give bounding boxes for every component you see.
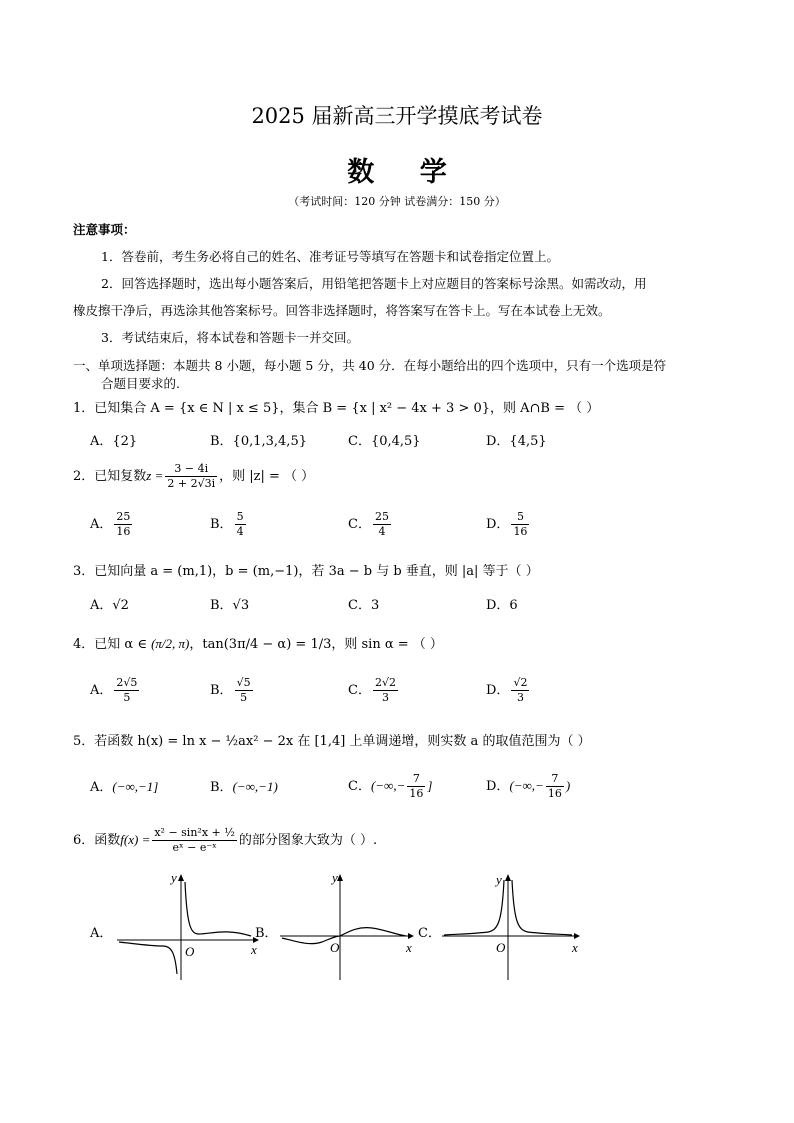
question-2-stem <box>73 462 314 491</box>
x-arrow-icon <box>408 933 414 939</box>
q1-option-c: C．{0,4,5} <box>348 434 421 449</box>
q6-frac-num: x² − sin²x + ½ <box>154 826 235 839</box>
q4-tan: ，tan(3π/4 − α) = 1/3，则 sin α = （ ） <box>189 637 443 652</box>
q3-option-c: C．3 <box>348 598 380 613</box>
q6-prefix: 6．函数 <box>73 833 121 848</box>
y-label: y <box>171 872 177 885</box>
q1-option-a: A．{2} <box>90 434 138 449</box>
question-1-stem: 1．已知集合 A = {x ∈ N | x ≤ 5}，集合 B = {x | x² − 4x + 3 > 0}，则 A∩B = （ ） <box>73 401 600 416</box>
exam-title: 2025 届新高三开学摸底考试卷 <box>251 104 543 128</box>
q6-option-b-label: B． <box>255 926 278 941</box>
q1-option-b: B．{0,1,3,4,5} <box>210 434 307 449</box>
q4-option-a: A． $\frac{2√5}{5}$ <box>90 676 138 704</box>
q3-option-b: B．√3 <box>210 598 250 613</box>
origin-label: O <box>330 940 340 955</box>
question-5-stem: 5．若函数 h(x) = ln x − ½ax² − 2x 在 [1,4] 上单调递增，则实数 a 的取值范围为（ ） <box>73 734 591 749</box>
q2-fraction <box>165 462 217 491</box>
q5-option-c: C．(−∞,− $\frac{7}{16}$ ] <box>348 772 433 800</box>
question-4-stem <box>73 633 443 652</box>
q6-suffix: 的部分图象大致为（ ）. <box>238 833 378 848</box>
q6-option-a-label: A． <box>90 926 113 941</box>
q4-option-c: C． $\frac{2√2}{3}$ <box>348 676 396 704</box>
q6-graph-c <box>440 872 585 982</box>
question-6-stem <box>73 826 377 855</box>
q1-option-d: D．{4,5} <box>486 434 547 449</box>
notice-heading: 注意事项： <box>73 222 136 237</box>
exam-info: （考试时间：120 分钟 试卷满分：150 分） <box>288 195 506 208</box>
q2-option-d: D． $\frac{5}{16}$ <box>486 510 528 538</box>
curve <box>119 942 177 974</box>
curve <box>444 880 504 935</box>
q6-option-c-label: C． <box>418 926 441 941</box>
q5-option-d: D．(−∞,− $\frac{7}{16}$ ) <box>486 772 571 800</box>
curve <box>185 882 251 936</box>
q2-option-c: C． $\frac{25}{4}$ <box>348 510 389 538</box>
y-arrow-icon <box>178 874 184 881</box>
q2-suffix: ，则 |z| = （ ） <box>219 469 315 484</box>
origin-label: O <box>185 944 195 959</box>
q2-option-a: A． $\frac{25}{16}$ <box>90 510 131 538</box>
subject-title: 数 学 <box>347 157 465 188</box>
q2-frac-num: 3 − 4i <box>165 462 217 477</box>
x-label: x <box>572 940 578 955</box>
curve <box>512 880 572 935</box>
y-label: y <box>496 872 502 887</box>
notice-item-3: 3．考试结束后，将本试卷和答题卡一并交回。 <box>101 330 359 345</box>
q2-prefix: 2．已知复数 <box>73 469 147 484</box>
q4-option-b: B． $\frac{√5}{5}$ <box>210 676 251 704</box>
section-heading: 一、单项选择题：本题共 8 小题，每小题 5 分，共 40 分．在每小题给出的四个选项中，只有一个选项是符 <box>73 358 667 373</box>
q6-graph-a <box>115 872 260 982</box>
y-arrow-icon <box>337 874 343 881</box>
q6-f: f(x) = <box>120 832 151 847</box>
notice-item-2: 2．回答选择题时，选出每小题答案后，用铅笔把答题卡上对应题目的答案标号涂黑。如需改动，用 <box>101 276 647 291</box>
x-label: x <box>251 942 257 957</box>
q3-option-a: A．√2 <box>90 598 129 613</box>
q2-z: z = <box>146 468 164 483</box>
q5-option-b: B．(−∞,−1) <box>210 779 278 795</box>
section-heading-cont: 合题目要求的. <box>101 376 180 391</box>
origin-label: O <box>496 940 506 955</box>
notice-item-2-cont: 橡皮擦干净后，再选涂其他答案标号。回答非选择题时，将答案写在答卡上。写在本试卷上无效。 <box>73 303 611 318</box>
q4-prefix: 4．已知 α ∈ <box>73 637 147 652</box>
y-label: y <box>332 872 338 885</box>
q3-option-d: D．6 <box>486 598 518 613</box>
y-arrow-icon <box>505 874 511 881</box>
x-arrow-icon <box>574 933 580 939</box>
q5-option-a: A．(−∞,−1] <box>90 779 159 795</box>
q2-option-b: B． $\frac{5}{4}$ <box>210 510 244 538</box>
q6-frac-den: eˣ − e⁻ˣ <box>172 841 217 854</box>
q6-fraction <box>152 826 237 855</box>
q4-option-d: D． $\frac{√2}{3}$ <box>486 676 528 704</box>
q4-interval: (π/2, π) <box>151 636 190 651</box>
notice-item-1: 1．答卷前，考生务必将自己的姓名、准考证号等填写在答题卡和试卷指定位置上。 <box>101 249 559 264</box>
question-3-stem: 3．已知向量 a = (m,1)，b = (m,−1)，若 3a − b 与 b 垂直，则 |a| 等于（ ） <box>73 564 539 579</box>
q2-frac-den: 2 + 2√3i <box>167 477 216 490</box>
q6-graph-b <box>278 872 418 982</box>
x-label: x <box>406 940 412 955</box>
